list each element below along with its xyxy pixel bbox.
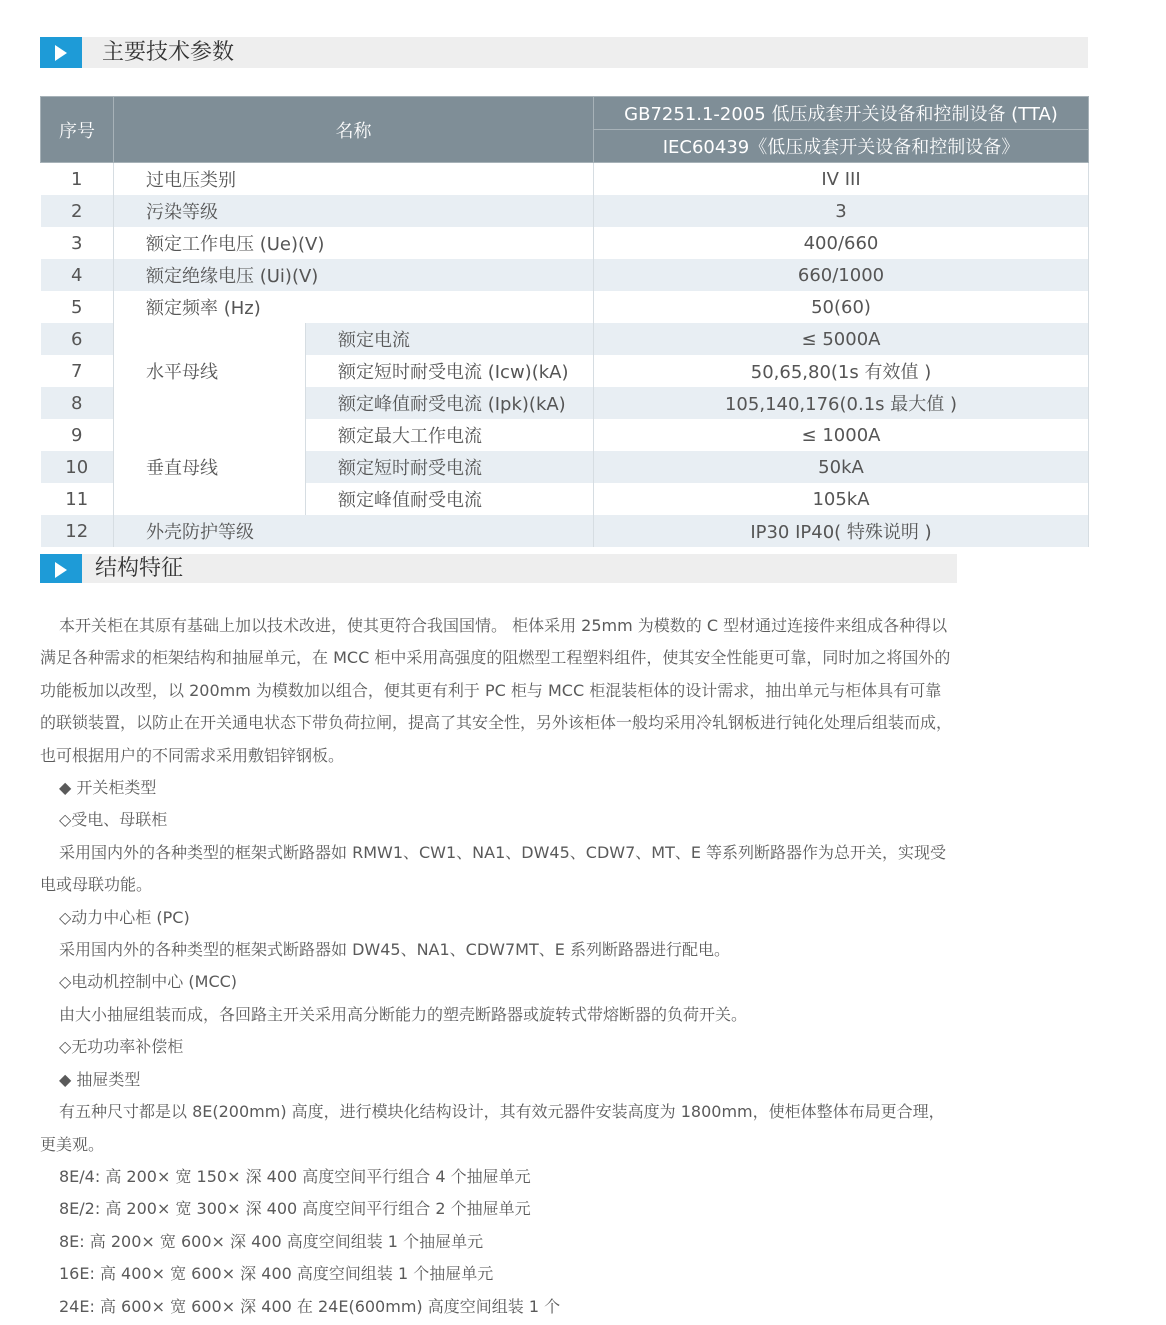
- table-row: [41, 323, 1089, 355]
- section-title: 结构特征: [95, 556, 184, 581]
- type-incoming-buscoupler: ◇受电、母联柜: [59, 810, 168, 830]
- row-name: 额定频率 (Hz): [114, 291, 594, 323]
- row-no: 6: [41, 323, 114, 355]
- drawer-spec-item: 16E: 高 400× 宽 600× 深 400 高度空间组装 1 个抽屉单元: [59, 1264, 494, 1284]
- table-row: [41, 163, 1089, 196]
- row-subname: 额定短时耐受电流 (Icw)(kA): [306, 355, 594, 387]
- heading-drawer-types: ◆ 抽屉类型: [59, 1069, 141, 1089]
- row-no: 10: [41, 451, 114, 483]
- type-mcc: ◇电动机控制中心 (MCC): [59, 972, 238, 992]
- table-row: [41, 291, 1089, 323]
- drawer-spec-item: 8E: 高 200× 宽 600× 深 400 高度空间组装 1 个抽屉单元: [59, 1231, 484, 1251]
- row-name: 额定工作电压 (Ue)(V): [114, 227, 594, 259]
- row-no: 11: [41, 483, 114, 515]
- type-mcc-desc: 由大小抽屉组装而成，各回路主开关采用高分断能力的塑壳断路器或旋转式带熔断器的负荷开关。: [59, 1004, 748, 1024]
- row-name: 污染等级: [114, 195, 594, 227]
- table-row: [41, 419, 1089, 451]
- row-name: 外壳防护等级: [114, 515, 594, 547]
- row-value: ≤ 1000A: [594, 419, 1089, 451]
- header-name: 名称: [114, 97, 594, 163]
- section-title: 主要技术参数: [102, 40, 235, 65]
- type-incoming-desc: 采用国内外的各种类型的框架式断路器如 RMW1、CW1、NA1、DW45、CDW7、MT、E 等系列断路器作为总开关，实现受电或母联功能。: [40, 842, 947, 895]
- drawer-intro: 有五种尺寸都是以 8E(200mm) 高度，进行模块化结构设计，其有效元器件安装高度为 1800mm，使柜体整体布局更合理，更美观。: [40, 1102, 945, 1154]
- header-no: 序号: [41, 97, 114, 163]
- row-no: 7: [41, 355, 114, 387]
- section-header-structure: [40, 554, 957, 583]
- table-row: [41, 227, 1089, 259]
- row-subname: 额定电流: [306, 323, 594, 355]
- row-value: 3: [594, 195, 1089, 227]
- row-subname: 额定峰值耐受电流 (Ipk)(kA): [306, 387, 594, 419]
- row-name: 额定绝缘电压 (Ui)(V): [114, 259, 594, 291]
- row-name: 过电压类别: [114, 163, 594, 196]
- row-subname: 额定最大工作电流: [306, 419, 594, 451]
- row-no: 2: [41, 195, 114, 227]
- type-power-center: ◇动力中心柜 (PC): [59, 907, 190, 927]
- intro-paragraph: 本开关柜在其原有基础上加以技术改进，使其更符合我国国情。 柜体采用 25mm 为模数的 C 型材通过连接件来组成各种得以满足各种需求的柜架结构和抽屉单元，在 MCC 柜中采用高强度的阻燃型工程塑料组件，使其安全性能更可靠，同时加之将国外的功能板加以改型，以 200mm 为模数加以组合，便其更有利于 PC 柜与 MCC 柜混装柜体的设计需求，抽出单元与柜体具有可靠的联锁装置，以防止在开关通电状态下带负荷拉闸，提高了其安全性，另外该柜体一般均采用冷轧钢板进行钝化处理后组装而成，也可根据用户的不同需求采用敷铝锌钢板。: [40, 616, 953, 765]
- row-value: IP30 IP40( 特殊说明 ): [594, 515, 1089, 547]
- row-no: 4: [41, 259, 114, 291]
- play-arrow-icon: [40, 554, 82, 583]
- header-standard-gb: GB7251.1-2005 低压成套开关设备和控制设备 (TTA): [594, 97, 1089, 130]
- structure-description: [40, 610, 955, 1323]
- row-no: 5: [41, 291, 114, 323]
- row-no: 8: [41, 387, 114, 419]
- type-power-center-desc: 采用国内外的各种类型的框架式断路器如 DW45、NA1、CDW7MT、E 系列断路器进行配电。: [59, 940, 730, 960]
- type-reactive-compensation: ◇无功功率补偿柜: [59, 1037, 184, 1057]
- drawer-spec-item: 8E/2: 高 200× 宽 300× 深 400 高度空间平行组合 2 个抽屉单元: [59, 1199, 531, 1219]
- row-value: 50,65,80(1s 有效值 ): [594, 355, 1089, 387]
- row-value: 105kA: [594, 483, 1089, 515]
- row-value: 400/660: [594, 227, 1089, 259]
- group-horizontal-busbar: 水平母线: [114, 323, 306, 419]
- heading-cabinet-types: ◆ 开关柜类型: [59, 778, 157, 798]
- drawer-spec-item: 8E/4: 高 200× 宽 150× 深 400 高度空间平行组合 4 个抽屉单元: [59, 1166, 531, 1186]
- table-row: [41, 259, 1089, 291]
- row-value: 105,140,176(0.1s 最大值 ): [594, 387, 1089, 419]
- row-value: ≤ 5000A: [594, 323, 1089, 355]
- play-arrow-icon: [40, 37, 82, 68]
- row-no: 12: [41, 515, 114, 547]
- row-value: 50(60): [594, 291, 1089, 323]
- row-no: 9: [41, 419, 114, 451]
- drawer-spec-item: 24E: 高 600× 宽 600× 深 400 在 24E(600mm) 高度空间组装 1 个: [59, 1296, 561, 1316]
- row-value: 660/1000: [594, 259, 1089, 291]
- row-subname: 额定峰值耐受电流: [306, 483, 594, 515]
- row-subname: 额定短时耐受电流: [306, 451, 594, 483]
- row-value: 50kA: [594, 451, 1089, 483]
- group-vertical-busbar: 垂直母线: [114, 419, 306, 515]
- row-no: 1: [41, 163, 114, 196]
- header-standard-iec: IEC60439《低压成套开关设备和控制设备》: [594, 130, 1089, 163]
- table-row: [41, 515, 1089, 547]
- row-value: IV III: [594, 163, 1089, 196]
- row-no: 3: [41, 227, 114, 259]
- spec-table: [40, 96, 1089, 547]
- section-header-tech-params: [40, 37, 1088, 68]
- table-row: [41, 195, 1089, 227]
